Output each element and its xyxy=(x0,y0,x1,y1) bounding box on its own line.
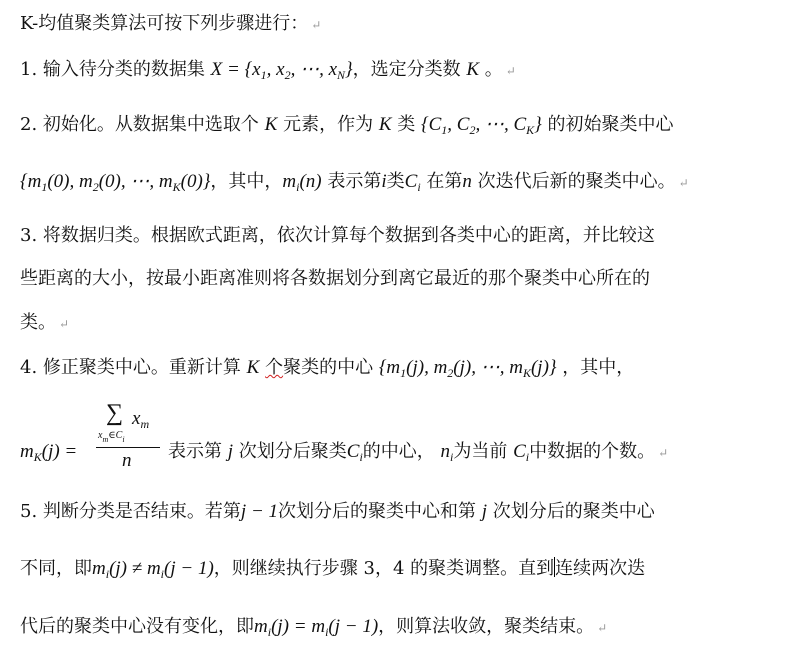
step5-text-e: ，则继续执行步骤 3，4 的聚类调整。直到 xyxy=(213,558,555,579)
step5-line1 xyxy=(20,500,655,524)
step3-line3 xyxy=(20,311,69,336)
ci-symbol: $C_i$ xyxy=(404,171,421,194)
step4-text-e: 次划分后聚类 xyxy=(238,441,347,462)
step1-number: 1. xyxy=(20,59,38,80)
step4-number: 4. xyxy=(20,357,38,378)
step3-text-1: 3. 将数据归类。根据欧式距离，依次计算每个数据到各类中心的距离，并比较这 xyxy=(20,225,655,246)
initial-centers-formula: {$m_1(0)$, $m_2(0)$, ⋯, $m_K(0)$} xyxy=(20,171,211,194)
step4-text-a: 修正聚类中心。重新计算 xyxy=(42,357,241,378)
step5-text-d: 不同，即 xyxy=(20,558,92,579)
not-equal-formula: $m_i(j) \ne m_i(j - 1)$ xyxy=(92,558,214,581)
k-symbol: K xyxy=(466,59,480,80)
step2-text-h: 在第 xyxy=(426,171,463,192)
class-set-formula: {$C_1$, $C_2$, ⋯, $C_K$} xyxy=(420,114,542,137)
paragraph-mark: ↵ xyxy=(311,18,322,32)
step4-text-f: 的中心， xyxy=(362,441,435,462)
k-symbol: K xyxy=(264,114,278,135)
mi-n-formula: $m_i(n)$ xyxy=(282,171,322,194)
step4-text-g: 为当前 xyxy=(453,441,508,462)
sum-condition: $x_m\in C_i$ xyxy=(98,430,125,444)
step4-text-c: ，其中， xyxy=(562,357,635,378)
step4-line1 xyxy=(20,356,634,385)
j-symbol: j xyxy=(227,441,234,462)
step2-text-g: 类 xyxy=(386,171,405,192)
intro-line xyxy=(20,12,321,37)
fraction-denominator: n xyxy=(122,450,132,471)
k-symbol: K xyxy=(246,357,260,378)
step5-text-g: 代后的聚类中心没有变化，即 xyxy=(20,616,254,637)
step5-text-c: 次划分后的聚类中心 xyxy=(492,501,655,522)
paragraph-mark: ↵ xyxy=(678,176,689,190)
step2-text-e: ，其中， xyxy=(210,171,283,192)
step2-text-d: 的初始聚类中心 xyxy=(547,114,674,135)
step2-number: 2. xyxy=(20,114,38,135)
step4-line2-text xyxy=(168,440,668,469)
paragraph-mark: ↵ xyxy=(505,64,516,78)
spellcheck-underline-word[interactable]: 个 xyxy=(265,357,284,378)
j-symbol: j xyxy=(481,501,488,522)
step2-line1 xyxy=(20,113,673,142)
fraction-numerator: $x_m$ xyxy=(132,408,150,431)
step3-line1 xyxy=(20,224,655,248)
paragraph-mark: ↵ xyxy=(59,317,70,331)
step2-text-i: 次迭代后新的聚类中心。 xyxy=(477,171,676,192)
dataset-formula: $X = \{x_1$, $x_2$, ⋯, $x_N$} xyxy=(210,59,353,82)
step3-text-3: 类。 xyxy=(20,312,56,333)
paragraph-mark: ↵ xyxy=(658,446,669,460)
j-minus-1-formula: j − 1 xyxy=(240,501,279,522)
step3-text-2: 些距离的大小，按最小距离准则将各数据划分到离它最近的那个聚类中心所在的 xyxy=(20,268,650,289)
step2-text-c: 类 xyxy=(397,114,416,135)
step1-line xyxy=(20,58,516,87)
step5-line2 xyxy=(20,557,645,586)
step2-text-b: 元素，作为 xyxy=(283,114,374,135)
step2-text-f: 表示第 xyxy=(327,171,382,192)
step1-text-c: 。 xyxy=(484,59,503,80)
step5-text-b: 次划分后的聚类中心和第 xyxy=(278,501,477,522)
mean-fraction xyxy=(96,400,162,472)
paragraph-mark: ↵ xyxy=(597,621,608,635)
sum-symbol: ∑ xyxy=(106,400,124,426)
centers-j-formula: {$m_1(j)$, $m_2(j)$, ⋯, $m_K(j)$} xyxy=(378,357,557,380)
step3-line2 xyxy=(20,267,650,291)
fraction-bar xyxy=(96,447,160,448)
step1-text-b: ，选定分类数 xyxy=(352,59,461,80)
step4-text-d: 表示第 xyxy=(168,441,222,462)
i-symbol: i xyxy=(381,171,387,192)
ni-symbol: $n_i$ xyxy=(440,441,454,464)
k-symbol: K xyxy=(378,114,392,135)
step5-number: 5. xyxy=(20,501,38,522)
step2-line2 xyxy=(20,170,689,199)
mk-formula-lhs: $m_K(j)$ = xyxy=(20,441,78,464)
ci-symbol: $C_i$ xyxy=(346,441,363,464)
step4-text-b: 聚类的中心 xyxy=(283,357,374,378)
step5-line3 xyxy=(20,615,607,644)
equal-formula: $m_i(j) = m_i(j - 1)$ xyxy=(254,616,379,639)
intro-text: K-均值聚类算法可按下列步骤进行： xyxy=(20,13,309,34)
ci-symbol: $C_i$ xyxy=(513,441,530,464)
n-symbol: n xyxy=(462,171,472,192)
step1-text-a: 输入待分类的数据集 xyxy=(42,59,205,80)
step5-text-a: 判断分类是否结束。若第 xyxy=(42,501,241,522)
step4-text-h: 中数据的个数。 xyxy=(529,441,656,462)
step2-text-a: 初始化。从数据集中选取个 xyxy=(42,114,259,135)
step5-text-f: 连续两次迭 xyxy=(555,558,646,579)
step5-text-h: ，则算法收敛，聚类结束。 xyxy=(378,616,595,637)
